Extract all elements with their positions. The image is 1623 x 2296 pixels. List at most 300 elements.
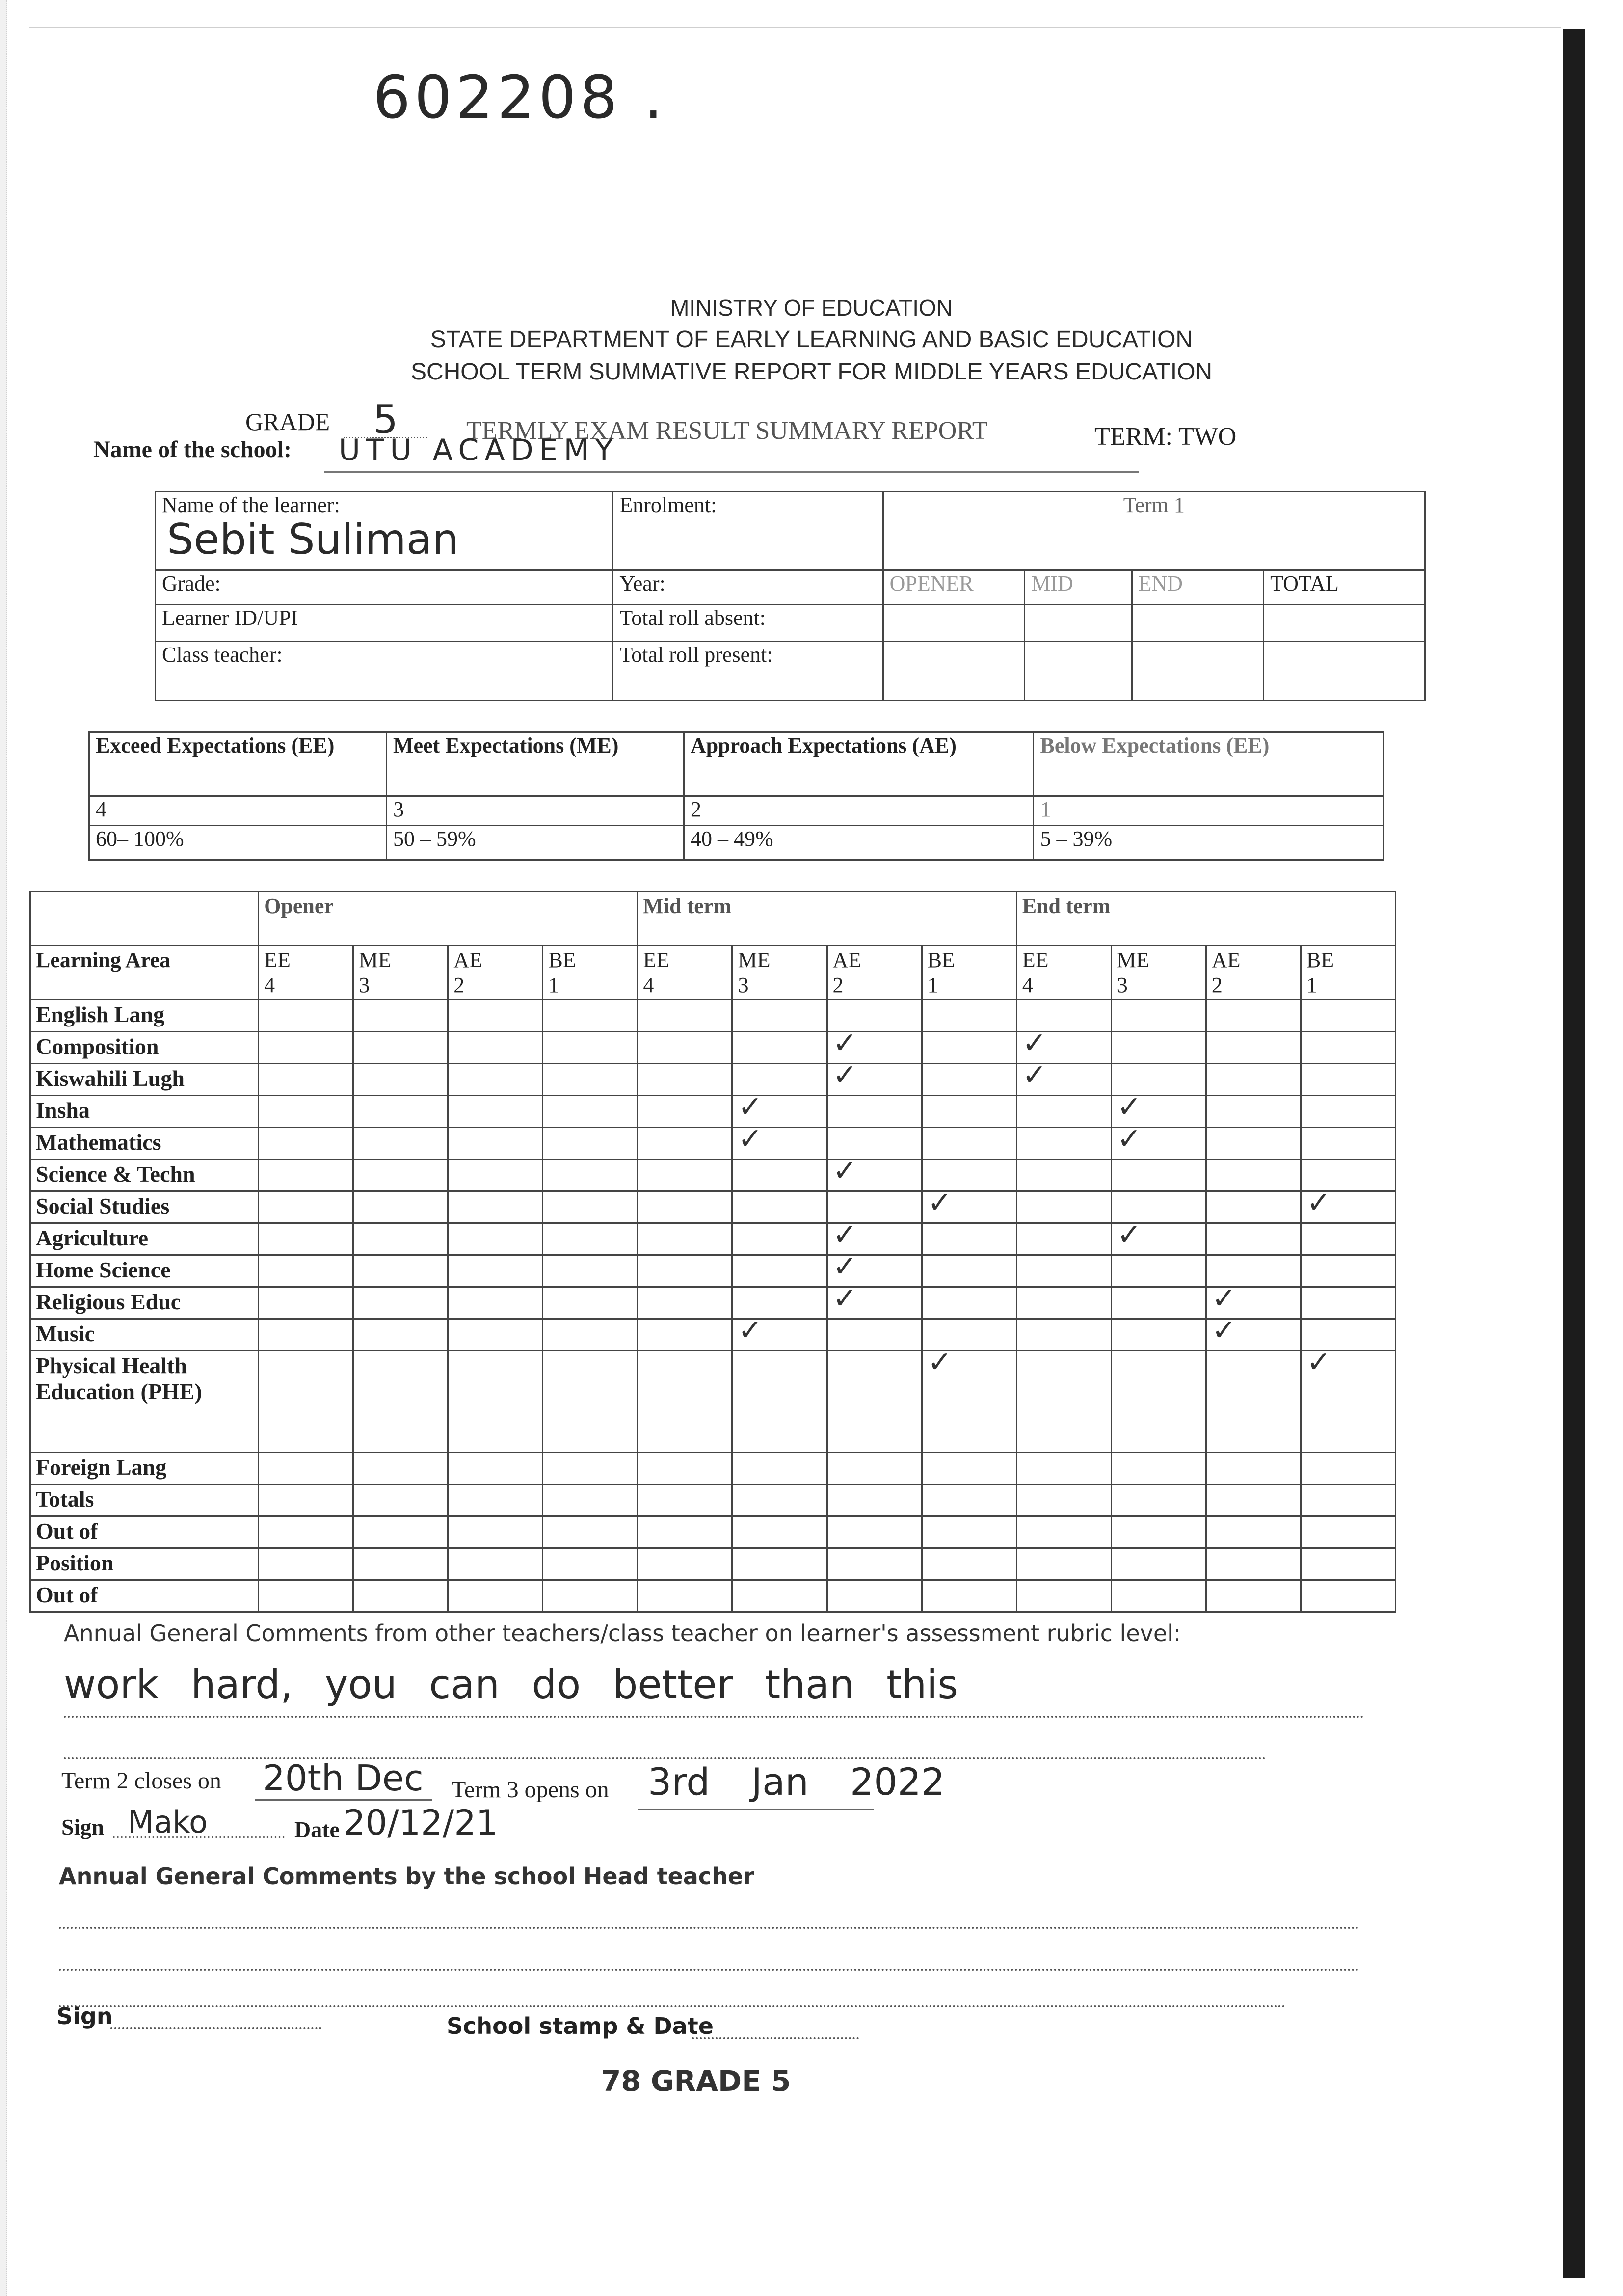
grade-cell [448, 1351, 543, 1453]
check-mark-icon: ✓ [738, 1313, 763, 1348]
subheader-be [922, 946, 1016, 1000]
grade-cell [1111, 1548, 1206, 1580]
grade-cell [1206, 1128, 1301, 1160]
subheader-code: ME [359, 948, 392, 972]
table-row [30, 1000, 1396, 1032]
check-mark-icon: ✓ [1117, 1122, 1142, 1156]
learning-area-header [30, 946, 259, 1000]
grade-cell [1016, 1223, 1111, 1255]
grade-cell [259, 1287, 353, 1319]
grade-cell [353, 1191, 448, 1223]
grade-cell [638, 1096, 732, 1128]
term2-label: Term 2 closes on [61, 1768, 221, 1794]
grade-cell [827, 1281, 922, 1319]
check-mark-icon: ✓ [1211, 1281, 1237, 1316]
grade-cell [448, 1160, 543, 1191]
grade-cell [353, 1128, 448, 1160]
learning-area-name: Composition [30, 1032, 259, 1064]
term2-underline [255, 1799, 432, 1801]
grade-cell [448, 1255, 543, 1287]
learner-name-value: Sebit Suliman [167, 515, 459, 564]
grade-cell [732, 1313, 827, 1351]
level-ae-range: 40 – 49% [684, 826, 1034, 860]
subheader-me [353, 946, 448, 1000]
subheader-code: ME [1117, 948, 1149, 972]
grade-cell [1301, 1255, 1395, 1287]
table-row [30, 1319, 1396, 1351]
col-opener [883, 570, 1025, 605]
subheader-code: AE [1211, 948, 1241, 972]
grade-cell [732, 1548, 827, 1580]
grade-cell [732, 1351, 827, 1453]
head-comments-label: Annual General Comments by the school Head teacher [59, 1863, 754, 1890]
table-row [30, 1580, 1396, 1612]
term-label: TERM: TWO [1094, 423, 1237, 451]
table-row [30, 1255, 1396, 1287]
level-me-score: 3 [386, 796, 684, 826]
check-mark-icon: ✓ [1117, 1090, 1142, 1124]
subheader-code: BE [1306, 948, 1334, 972]
grade-cell [732, 1223, 827, 1255]
grade-cell [732, 1032, 827, 1064]
subheader-code: EE [643, 948, 670, 972]
grade-cell [1111, 1160, 1206, 1191]
learning-area-name: Religious Educ [30, 1287, 259, 1319]
grade-cell [1301, 1064, 1395, 1096]
check-mark-icon: ✓ [927, 1345, 952, 1379]
grade-cell [543, 1128, 638, 1160]
grade-cell [1016, 1255, 1111, 1287]
learning-area-name: Foreign Lang [30, 1453, 259, 1485]
grade-cell [156, 570, 613, 605]
grade-cell [543, 1255, 638, 1287]
sign2-label: Sign [56, 2003, 113, 2029]
grade-cell [638, 1453, 732, 1485]
subheader-score: 3 [359, 973, 370, 997]
grade-cell [448, 1516, 543, 1548]
grade-cell [1016, 1058, 1111, 1096]
grade-cell [1301, 1485, 1395, 1516]
term2-value: 20th Dec [263, 1757, 424, 1799]
grade-cell [732, 1453, 827, 1485]
grade-cell [1016, 1160, 1111, 1191]
opener-header [259, 892, 638, 946]
grade-cell [922, 1453, 1016, 1485]
grade-cell [732, 1516, 827, 1548]
subheader-code: EE [264, 948, 291, 972]
grade-cell [922, 1000, 1016, 1032]
grade-cell [827, 1516, 922, 1548]
grade-cell [732, 1255, 827, 1287]
level-ae-score: 2 [684, 796, 1034, 826]
check-mark-icon: ✓ [1306, 1345, 1331, 1379]
grade-cell [922, 1548, 1016, 1580]
teacher-comment-value: work hard, you can do better than this [64, 1662, 958, 1707]
absent-label: Total roll absent: [619, 606, 766, 630]
check-mark-icon: ✓ [738, 1090, 763, 1124]
subheader-me [732, 946, 827, 1000]
check-mark-icon: ✓ [1306, 1186, 1331, 1220]
grade-cell [543, 1096, 638, 1128]
header-ministry: MINISTRY OF EDUCATION [670, 295, 953, 321]
date-label: Date [294, 1817, 340, 1842]
class-teacher-label: Class teacher: [162, 643, 283, 667]
grade-cell [638, 1580, 732, 1612]
subheader-ee [638, 946, 732, 1000]
grade-cell [448, 1032, 543, 1064]
scan-top-line [29, 27, 1561, 28]
grade-cell [922, 1032, 1016, 1064]
level-be-score: 1 [1034, 796, 1384, 826]
grade-cell [1206, 1453, 1301, 1485]
head-line-2 [59, 1969, 1359, 1971]
table-row [30, 1485, 1396, 1516]
grade-cell [543, 1351, 638, 1453]
grade-cell [1206, 1548, 1301, 1580]
grade-cell [922, 1516, 1016, 1548]
grade-cell [1206, 1485, 1301, 1516]
grade-cell [1111, 1217, 1206, 1255]
grade-cell [259, 1160, 353, 1191]
endterm-header-label: End term [1022, 894, 1111, 918]
teacher-comments-label: Annual General Comments from other teachers/class teacher on learner's assessment rubric level: [64, 1620, 1181, 1647]
grade-cell [732, 1160, 827, 1191]
grade-cell [353, 1223, 448, 1255]
grade-cell [827, 1351, 922, 1453]
learning-area-name: Mathematics [30, 1128, 259, 1160]
learner-id-cell [156, 605, 613, 642]
grade-cell [1206, 1032, 1301, 1064]
level-me [386, 732, 684, 796]
col-end-label: END [1138, 571, 1183, 595]
grade-cell [638, 1128, 732, 1160]
subheader-code: AE [453, 948, 482, 972]
grade-cell [353, 1319, 448, 1351]
learner-grade-label: Grade: [162, 571, 221, 595]
class-teacher-cell [156, 642, 613, 701]
learning-area-name: Position [30, 1548, 259, 1580]
term3-label: Term 3 opens on [452, 1777, 609, 1803]
grade-cell [1301, 1345, 1395, 1453]
grade-cell [1206, 1064, 1301, 1096]
table-row [30, 1191, 1396, 1223]
grade-cell [638, 1516, 732, 1548]
grade-cell [922, 1096, 1016, 1128]
sign2-line [110, 2027, 321, 2029]
grade-cell [448, 1580, 543, 1612]
report-title: TERMLY EXAM RESULT SUMMARY REPORT [466, 417, 988, 445]
grade-cell [638, 1485, 732, 1516]
grade-cell [1016, 1580, 1111, 1612]
handwritten-id: 602208 . [373, 64, 667, 132]
grade-cell [1016, 1319, 1111, 1351]
grade-cell [1111, 1580, 1206, 1612]
level-be-name: Below Expectations (EE) [1040, 733, 1270, 757]
grade-cell [638, 1064, 732, 1096]
subheader-score: 2 [1211, 973, 1223, 997]
grade-cell [638, 1223, 732, 1255]
grade-cell [922, 1255, 1016, 1287]
grade-cell [259, 1191, 353, 1223]
table-row [30, 1548, 1396, 1580]
grade-cell [1301, 1516, 1395, 1548]
header-report-title: SCHOOL TERM SUMMATIVE REPORT FOR MIDDLE YEARS EDUCATION [410, 359, 1213, 385]
subheader-me [1111, 946, 1206, 1000]
subheader-score: 3 [738, 973, 749, 997]
grade-cell [448, 1064, 543, 1096]
col-total-label: TOTAL [1270, 571, 1339, 595]
grade-cell [1016, 1516, 1111, 1548]
grade-cell [638, 1548, 732, 1580]
grade-cell [638, 1032, 732, 1064]
table-row [30, 1453, 1396, 1485]
grade-cell [638, 1000, 732, 1032]
subheader-code: BE [548, 948, 576, 972]
subheader-score: 1 [1306, 973, 1317, 997]
header-department: STATE DEPARTMENT OF EARLY LEARNING AND BASIC EDUCATION [430, 326, 1193, 352]
subheader-score: 4 [643, 973, 654, 997]
grade-cell [353, 1255, 448, 1287]
grade-cell [922, 1186, 1016, 1223]
grade-cell [827, 1096, 922, 1128]
grade-cell [638, 1351, 732, 1453]
subheader-code: BE [927, 948, 955, 972]
col-total [1264, 570, 1425, 605]
date-value: 20/12/21 [344, 1803, 498, 1843]
learning-area-label: Learning Area [36, 948, 171, 972]
subheader-ae [1206, 946, 1301, 1000]
school-value: UTU ACADEMY [339, 433, 619, 467]
grade-cell [259, 1000, 353, 1032]
level-ae-name: Approach Expectations (AE) [690, 733, 957, 757]
subheader-ae [827, 946, 922, 1000]
grade-cell [732, 1485, 827, 1516]
grade-cell [922, 1128, 1016, 1160]
grade-cell [1016, 1453, 1111, 1485]
grade-cell [1111, 1287, 1206, 1319]
table-row [30, 1160, 1396, 1191]
subheader-code: AE [832, 948, 862, 972]
learning-area-name: Totals [30, 1485, 259, 1516]
grid-corner [30, 892, 259, 946]
level-ee-range: 60– 100% [89, 826, 387, 860]
grade-cell [543, 1191, 638, 1223]
level-ae [684, 732, 1034, 796]
grade-cell [827, 1485, 922, 1516]
grade-cell [922, 1223, 1016, 1255]
table-row [30, 1096, 1396, 1128]
col-end [1132, 570, 1264, 605]
grade-cell [1016, 1287, 1111, 1319]
grade-cell [1016, 1485, 1111, 1516]
table-row [30, 1351, 1396, 1453]
learning-area-name: Agriculture [30, 1223, 259, 1255]
grade-cell [448, 1453, 543, 1485]
grade-cell [543, 1032, 638, 1064]
grade-cell [259, 1580, 353, 1612]
subheader-ee [259, 946, 353, 1000]
grade-cell [259, 1485, 353, 1516]
grade-cell [353, 1351, 448, 1453]
grade-cell [1016, 1096, 1111, 1128]
school-underline [324, 471, 1139, 473]
grade-value: 5 [373, 397, 398, 442]
grade-cell [259, 1223, 353, 1255]
grade-cell [353, 1160, 448, 1191]
grade-cell [448, 1128, 543, 1160]
term3-underline [638, 1809, 874, 1810]
grade-cell [543, 1548, 638, 1580]
level-be-range: 5 – 39% [1034, 826, 1384, 860]
grade-cell [353, 1064, 448, 1096]
grade-cell [353, 1032, 448, 1064]
grade-cell [638, 1287, 732, 1319]
grade-cell [259, 1128, 353, 1160]
grade-cell [448, 1319, 543, 1351]
subheader-code: ME [738, 948, 771, 972]
grade-cell [827, 1548, 922, 1580]
level-ee-score: 4 [89, 796, 387, 826]
grade-cell [543, 1580, 638, 1612]
grade-cell [1206, 1191, 1301, 1223]
learning-area-name: English Lang [30, 1000, 259, 1032]
grade-cell [543, 1516, 638, 1548]
level-be [1034, 732, 1384, 796]
grade-cell [353, 1548, 448, 1580]
level-me-range: 50 – 59% [386, 826, 684, 860]
grade-cell [543, 1064, 638, 1096]
grade-cell [543, 1223, 638, 1255]
year-label: Year: [619, 571, 665, 595]
grade-cell [543, 1287, 638, 1319]
subheader-score: 3 [1117, 973, 1128, 997]
grade-cell [353, 1287, 448, 1319]
subheader-score: 1 [548, 973, 559, 997]
grade-cell [1111, 1255, 1206, 1287]
grade-cell [1301, 1287, 1395, 1319]
grade-cell [922, 1580, 1016, 1612]
learning-area-name: Home Science [30, 1255, 259, 1287]
grade-cell [353, 1580, 448, 1612]
subheader-score: 4 [1022, 973, 1033, 997]
check-mark-icon: ✓ [832, 1281, 857, 1316]
term3-value: 3rd Jan 2022 [648, 1760, 945, 1804]
grade-cell [1206, 1096, 1301, 1128]
learning-area-name: Social Studies [30, 1191, 259, 1223]
subheader-score: 2 [832, 973, 844, 997]
levels-table [88, 731, 1384, 861]
grade-cell [259, 1453, 353, 1485]
grade-cell [1206, 1580, 1301, 1612]
endterm-header [1016, 892, 1395, 946]
grade-cell [1111, 1122, 1206, 1160]
subheader-code: EE [1022, 948, 1049, 972]
grade-cell [827, 1453, 922, 1485]
grade-cell [1016, 1548, 1111, 1580]
learner-info-table [155, 491, 1426, 701]
grade-cell [448, 1223, 543, 1255]
stamp-line [692, 2037, 859, 2039]
table-row [30, 1516, 1396, 1548]
table-row [30, 1223, 1396, 1255]
grade-cell [1206, 1000, 1301, 1032]
grade-cell [1206, 1160, 1301, 1191]
grade-cell [922, 1064, 1016, 1096]
grade-cell [1206, 1313, 1301, 1351]
term1-label: Term 1 [1123, 493, 1185, 517]
grade-cell [448, 1287, 543, 1319]
table-row [30, 1128, 1396, 1160]
col-mid-label: MID [1031, 571, 1073, 595]
check-mark-icon: ✓ [832, 1026, 857, 1060]
grade-cell [448, 1191, 543, 1223]
level-me-name: Meet Expectations (ME) [393, 733, 619, 757]
grade-cell [827, 1319, 922, 1351]
grade-cell [1206, 1223, 1301, 1255]
present-label: Total roll present: [619, 643, 773, 667]
learner-name-label: Name of the learner: [162, 493, 340, 517]
col-mid [1025, 570, 1132, 605]
year-cell [613, 570, 883, 605]
grade-cell [1301, 1223, 1395, 1255]
term1-header [883, 492, 1425, 570]
grade-cell [259, 1096, 353, 1128]
learning-area-name: Out of [30, 1516, 259, 1548]
learning-area-grid [29, 891, 1396, 1613]
grade-cell [1111, 1032, 1206, 1064]
grade-cell [448, 1548, 543, 1580]
grade-cell [1301, 1096, 1395, 1128]
grade-cell [543, 1319, 638, 1351]
present-cell [613, 642, 883, 701]
check-mark-icon: ✓ [1022, 1026, 1047, 1060]
sign-value: Mako [128, 1804, 208, 1840]
grade-cell [259, 1032, 353, 1064]
school-label: Name of the school: [93, 436, 292, 462]
comment-line-1 [64, 1716, 1364, 1718]
grade-cell [827, 1580, 922, 1612]
grade-cell [259, 1319, 353, 1351]
grade-cell [1206, 1516, 1301, 1548]
learner-name-cell [156, 492, 613, 570]
check-mark-icon: ✓ [832, 1154, 857, 1188]
grade-cell [1111, 1516, 1206, 1548]
midterm-header [638, 892, 1016, 946]
grade-cell [1301, 1548, 1395, 1580]
head-line-3 [59, 2005, 1286, 2007]
grade-cell [259, 1548, 353, 1580]
grade-cell [543, 1485, 638, 1516]
grade-cell [638, 1160, 732, 1191]
subheader-ee [1016, 946, 1111, 1000]
table-row [30, 1032, 1396, 1064]
check-mark-icon: ✓ [738, 1122, 763, 1156]
stamp-label: School stamp & Date [447, 2013, 714, 2039]
grade-cell [353, 1516, 448, 1548]
learning-area-name: Science & Techn [30, 1160, 259, 1191]
check-mark-icon: ✓ [832, 1058, 857, 1092]
check-mark-icon: ✓ [832, 1249, 857, 1284]
grade-cell [1301, 1186, 1395, 1223]
grade-cell [1111, 1319, 1206, 1351]
table-row [30, 1064, 1396, 1096]
grade-cell [732, 1580, 827, 1612]
midterm-header-label: Mid term [643, 894, 731, 918]
grade-cell [1111, 1485, 1206, 1516]
grade-cell [259, 1255, 353, 1287]
grade-cell [732, 1122, 827, 1160]
enrolment-cell [613, 492, 883, 570]
